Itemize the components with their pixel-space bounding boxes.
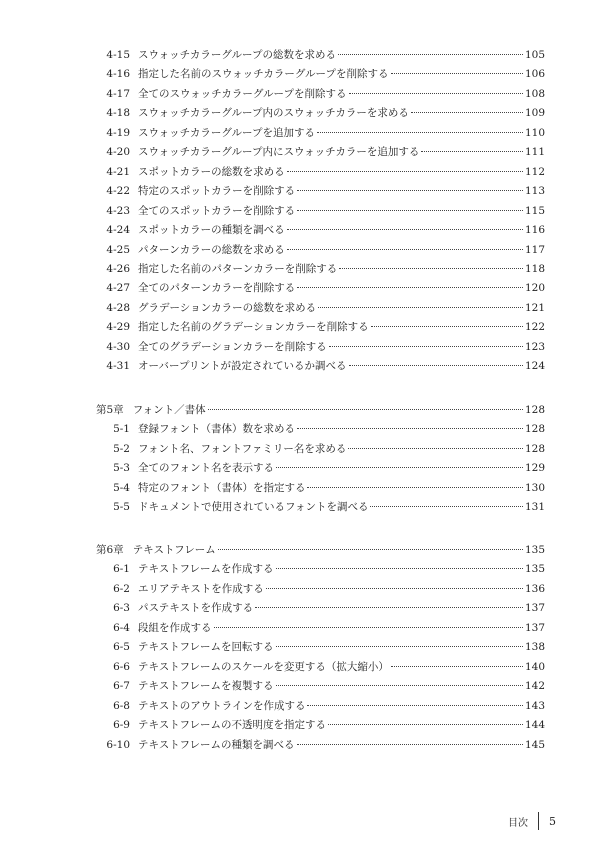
entry-number: 6-7 [113,680,130,693]
dot-leader [297,428,523,429]
entry-title: 全てのスポットカラーを削除する [138,204,296,217]
entry-title: テキストフレームのスケールを変更する（拡大縮小） [138,660,389,673]
entry-number: 6-8 [113,699,130,712]
dot-leader [371,326,523,327]
chapter-number: 第5章 [96,404,124,416]
toc-entry [96,106,545,120]
dot-leader [370,506,522,507]
dot-leader [307,705,522,706]
dot-leader [329,346,523,347]
dot-leader [411,112,523,113]
entry-title: スポットカラーの種類を調べる [138,224,285,237]
page-ref: 120 [524,282,545,295]
dot-leader [214,627,523,628]
entry-title: 指定した名前のグラデーションカラーを削除する [138,321,369,334]
dot-leader [276,568,523,569]
toc-entry [96,621,545,635]
page-ref: 105 [524,49,545,61]
toc-entry [96,145,545,159]
page-ref: 112 [524,165,545,178]
entry-title: オーバープリントが設定されているか調べる [138,360,347,373]
dot-leader [266,588,523,589]
entry-number: 4-28 [106,301,130,314]
entry-number: 5-1 [113,423,130,436]
entry-title: スウォッチカラーグループ内にスウォッチカラーを追加する [138,146,420,159]
page-ref: 140 [524,660,545,673]
entry-title: 指定した名前のスウォッチカラーグループを削除する [138,68,389,81]
toc-entry [96,262,545,276]
entry-number: 6-9 [113,719,130,732]
page-ref: 130 [524,481,545,494]
entry-number: 5-2 [113,442,130,455]
chapter-entry [96,403,545,417]
toc-entry [96,126,545,140]
entry-title: スウォッチカラーグループを追加する [138,126,316,139]
page-ref: 137 [524,602,545,615]
page-ref: 123 [524,340,545,353]
toc-entry [96,67,545,81]
page-ref: 113 [524,185,545,198]
page-ref: 137 [524,621,545,634]
dot-leader [391,666,523,667]
entry-title: パターンカラーの総数を求める [138,243,285,256]
dot-leader [297,210,523,211]
entry-number: 6-5 [113,641,130,654]
dot-leader [276,467,523,468]
toc-entry [96,422,545,436]
footer-divider [538,812,539,830]
page-ref: 110 [524,126,545,139]
toc-entry [96,359,545,373]
entry-number: 5-5 [113,501,130,514]
toc-entry [96,582,545,596]
entry-title: テキストフレームの種類を調べる [138,738,295,751]
footer-label: 目次 [508,817,528,829]
page-ref: 128 [524,404,545,416]
page-ref: 138 [524,641,545,654]
dot-leader [349,365,523,366]
toc-entry [96,223,545,237]
page-ref: 121 [524,301,545,314]
toc-entry [96,699,545,713]
entry-title: 指定した名前のパターンカラーを削除する [138,262,338,275]
page-ref: 128 [524,442,545,455]
dot-leader [328,724,523,725]
page-footer [508,812,556,830]
entry-title: スウォッチカラーグループ内のスウォッチカラーを求める [138,107,409,120]
chapter-title: フォント／書体 [132,404,206,416]
entry-title: グラデーションカラーの総数を求める [138,301,317,314]
entry-number: 4-29 [106,321,130,334]
entry-title: テキストフレームを回転する [138,641,274,654]
page-ref: 115 [524,204,545,217]
page-ref: 145 [524,738,545,751]
toc-entry [96,461,545,475]
dot-leader [287,171,523,172]
chapter-title: テキストフレーム [132,544,216,556]
dot-leader [276,685,523,686]
entry-number: 6-6 [113,660,130,673]
page-ref: 131 [524,501,545,514]
entry-title: 特定のスポットカラーを削除する [138,185,296,198]
toc-entry [96,165,545,179]
page-number: 5 [549,814,556,828]
entry-title: テキストフレームを複製する [138,680,274,693]
page-ref: 106 [524,68,545,81]
dot-leader [307,487,522,488]
toc-entry [96,640,545,654]
toc-entry [96,320,545,334]
entry-number: 4-27 [106,282,130,295]
entry-number: 5-3 [113,462,130,475]
entry-number: 4-31 [106,360,130,373]
page-ref: 118 [524,262,545,275]
entry-title: テキストフレームの不透明度を指定する [138,719,327,732]
toc-entry [96,281,545,295]
entry-number: 6-2 [113,582,130,595]
dot-leader [339,268,523,269]
toc-entry [96,301,545,315]
dot-leader [421,151,523,152]
dot-leader [297,287,523,288]
entry-number: 4-23 [106,204,130,217]
entry-title: 全てのグラデーションカラーを削除する [138,340,327,353]
dot-leader [208,409,523,410]
toc-entry [96,204,545,218]
entry-number: 4-20 [106,146,130,159]
dot-leader [318,307,523,308]
dot-leader [349,93,523,94]
toc-entry [96,243,545,257]
entry-number: 4-24 [106,224,130,237]
page-ref: 116 [524,224,545,237]
dot-leader [276,646,523,647]
dot-leader [287,229,523,230]
entry-title: 特定のフォント（書体）を指定する [138,481,306,494]
entry-number: 6-4 [113,621,130,634]
entry-title: パステキストを作成する [138,602,254,615]
dot-leader [348,448,523,449]
entry-title: ドキュメントで使用されているフォントを調べる [138,501,369,514]
toc-entry [96,48,545,62]
dot-leader [255,607,523,608]
dot-leader [317,132,523,133]
toc-entry [96,562,545,576]
page-ref: 129 [524,462,545,475]
toc-entry [96,481,545,495]
entry-title: フォント名、フォントファミリー名を求める [138,442,347,455]
toc-entry [96,87,545,101]
page-ref: 136 [524,582,545,595]
entry-title: 登録フォント（書体）数を求める [138,423,295,436]
entry-number: 6-1 [113,563,130,576]
dot-leader [287,249,523,250]
dot-leader [297,744,523,745]
entry-number: 4-16 [106,68,130,81]
toc-entry [96,442,545,456]
page-ref: 108 [524,87,545,100]
toc-entry [96,340,545,354]
chapter-entry [96,543,545,557]
entry-number: 4-17 [106,87,130,100]
toc-entry [96,601,545,615]
toc-entry [96,500,545,514]
page-ref: 142 [524,680,545,693]
entry-number: 4-21 [106,165,130,178]
entry-number: 4-25 [106,243,130,256]
entry-number: 4-15 [106,49,130,61]
entry-number: 4-26 [106,262,130,275]
entry-title: テキストフレームを作成する [138,563,274,576]
entry-title: 段組を作成する [138,621,212,634]
entry-title: スポットカラーの総数を求める [138,165,285,178]
page-ref: 135 [524,544,545,556]
entry-title: テキストのアウトラインを作成する [138,699,306,712]
chapter-number: 第6章 [96,544,124,556]
entry-title: スウォッチカラーグループの総数を求める [138,49,337,61]
page-ref: 144 [524,719,545,732]
page-ref: 122 [524,321,545,334]
toc-entry [96,679,545,693]
page-ref: 111 [524,146,545,159]
toc-entry [96,738,545,752]
entry-number: 4-18 [106,107,130,120]
dot-leader [218,549,523,550]
dot-leader [338,54,523,55]
toc-entry [96,718,545,732]
page-ref: 135 [524,563,545,576]
toc-entry [96,660,545,674]
toc-entry [96,184,545,198]
entry-title: 全てのフォント名を表示する [138,462,274,475]
page-ref: 109 [524,107,545,120]
page-ref: 117 [524,243,545,256]
entry-number: 4-22 [106,185,130,198]
entry-number: 6-3 [113,602,130,615]
page-ref: 128 [524,423,545,436]
dot-leader [391,73,523,74]
dot-leader [297,190,523,191]
entry-number: 4-30 [106,340,130,353]
entry-title: エリアテキストを作成する [138,582,264,595]
entry-number: 6-10 [106,738,130,751]
page-ref: 143 [524,699,545,712]
entry-title: 全てのスウォッチカラーグループを削除する [138,87,347,100]
page-ref: 124 [524,360,545,373]
entry-title: 全てのパターンカラーを削除する [138,282,296,295]
entry-number: 4-19 [106,126,130,139]
entry-number: 5-4 [113,481,130,494]
